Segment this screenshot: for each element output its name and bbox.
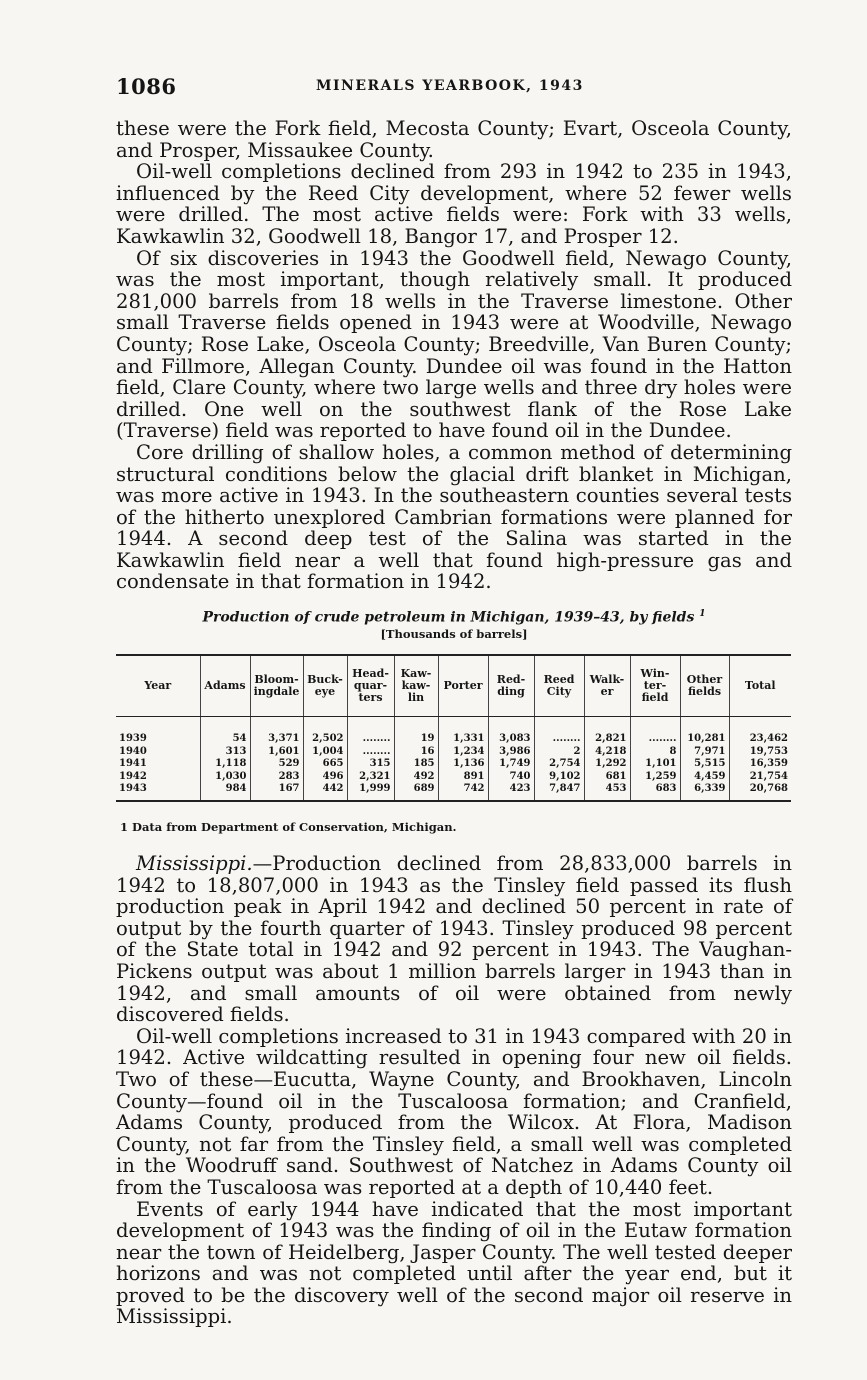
- table-cell: ........: [630, 717, 680, 746]
- table-row: [116, 771, 791, 784]
- table-cell: 19,753: [729, 746, 791, 759]
- column-header: Walk-er: [584, 655, 630, 717]
- paragraph: Oil-well completions increased to 31 in 1943 compared with 20 in 1942. Active wildcatting resulted in opening four new oil fields. Two of these—Eucutta, Wayne County, and Brookhaven, Lincoln County—found oil in the Tuscaloosa formation; and Cranfield, Adams County, produced from the Wilcox. At Flora, Madison County, not far from the Tinsley field, a small well was completed in the Woodruff sand. Southwest of Natchez in Adams County oil from the Tuscaloosa was reported at a depth of 10,440 feet.: [116, 1024, 792, 1199]
- year-cell: 1941: [119, 758, 147, 769]
- paragraph: Oil-well completions declined from 293 in 1942 to 235 in 1943, influenced by the Reed City development, where 52 fewer wells were drilled. The most active fields were: Fork with 33 wells, Kawkawlin 32, Goodwell 18, Bangor 17, and Prosper 12.: [116, 160, 792, 248]
- table-row: [116, 783, 791, 801]
- table-cell: 313: [200, 746, 250, 759]
- table-cell: 1,999: [347, 783, 394, 801]
- year-cell: 1939: [119, 733, 147, 744]
- table-cell: 1,749: [488, 758, 534, 771]
- column-header: Buck-eye: [303, 655, 347, 717]
- table-cell: 742: [438, 783, 488, 801]
- table-cell: 10,281: [680, 717, 729, 746]
- table-cell: 423: [488, 783, 534, 801]
- table-cell: 665: [303, 758, 347, 771]
- table-caption: [116, 609, 792, 626]
- column-header: Year: [116, 655, 200, 717]
- table-cell: 9,102: [534, 771, 584, 784]
- body-text-bottom: [116, 853, 792, 1328]
- table-cell: 2,821: [584, 717, 630, 746]
- table-cell: 19: [394, 717, 438, 746]
- paragraph-text: —Production declined from 28,833,000 barrels in 1942 to 18,807,000 in 1943 as the Tinsley field passed its flush production peak in April 1942 and declined 50 percent in rate of output by the fourth quarter of 1943. Tinsley produced 98 percent of the State total in 1942 and 92 percent in 1943. The Vaughan-Pickens output was about 1 million barrels larger in 1943 than in 1942, and small amounts of oil were obtained from newly discovered fields.: [116, 852, 792, 1027]
- caption-footnote-mark: 1: [699, 609, 706, 619]
- table-cell: 7,847: [534, 783, 584, 801]
- paragraph: Of six discoveries in 1943 the Goodwell field, Newago County, was the most important, though relatively small. It produced 281,000 barrels from 18 wells in the Traverse limestone. Other small Traverse fields opened in 1943 were at Woodville, Newago County; Rose Lake, Osceola County; Breedville, Van Buren County; and Fillmore, Allegan County. Dundee oil was found in the Hatton field, Clare County, where two large wells and three dry holes were drilled. One well on the southwest flank of the Rose Lake (Traverse) field was reported to have found oil in the Dundee.: [116, 246, 792, 443]
- table-cell: 1,234: [438, 746, 488, 759]
- table-cell: 3,083: [488, 717, 534, 746]
- table-cell: 185: [394, 758, 438, 771]
- table-cell: 1,601: [250, 746, 303, 759]
- column-header: Bloom-ingdale: [250, 655, 303, 717]
- table-cell: 496: [303, 771, 347, 784]
- table-row: [116, 758, 791, 771]
- table-cell: 984: [200, 783, 250, 801]
- table-cell: 21,754: [729, 771, 791, 784]
- table-cell: 740: [488, 771, 534, 784]
- table-cell: 4,459: [680, 771, 729, 784]
- table-cell: 442: [303, 783, 347, 801]
- table-cell: 3,371: [250, 717, 303, 746]
- table-cell: 689: [394, 783, 438, 801]
- table-cell: 16: [394, 746, 438, 759]
- year-cell: 1940: [119, 745, 147, 757]
- table-cell: 1,136: [438, 758, 488, 771]
- table-cell: 1,331: [438, 717, 488, 746]
- table-cell: 891: [438, 771, 488, 784]
- table-cell: 283: [250, 771, 303, 784]
- table-cell: ........: [347, 746, 394, 759]
- page-header: [116, 74, 796, 104]
- year-cell: 1942: [119, 770, 147, 782]
- table-cell: 167: [250, 783, 303, 801]
- table-cell: 2,754: [534, 758, 584, 771]
- column-header: Porter: [438, 655, 488, 717]
- table-cell: 7,971: [680, 746, 729, 759]
- section-heading-mississippi: Mississippi.: [136, 852, 253, 875]
- body-text-top: [116, 118, 792, 593]
- running-title: MINERALS YEARBOOK, 1943: [316, 78, 584, 94]
- table-subcaption: [Thousands of barrels]: [380, 627, 528, 641]
- paragraph: Core drilling of shallow holes, a common method of determining structural conditions below the glacial drift blanket in Michigan, was more active in 1943. In the southeastern counties several tests of the hitherto unexplored Cambrian formations were planned for 1944. A second deep test of the Salina was started in the Kawkawlin field near a well that found high-pressure gas and condensate in that formation in 1942.: [116, 440, 792, 594]
- table-cell: 1,004: [303, 746, 347, 759]
- column-header: Red-ding: [488, 655, 534, 717]
- column-header: Reed City: [534, 655, 584, 717]
- column-header: Total: [729, 655, 791, 717]
- table-cell: 1,259: [630, 771, 680, 784]
- table-cell: 16,359: [729, 758, 791, 771]
- paragraph: these were the Fork field, Mecosta County; Evart, Osceola County, and Prosper, Missaukee County.: [116, 117, 792, 162]
- production-table: [116, 654, 791, 802]
- table-cell: 529: [250, 758, 303, 771]
- table-row: [116, 746, 791, 759]
- table-cell: 683: [630, 783, 680, 801]
- table-row: [116, 717, 791, 746]
- table-cell: 5,515: [680, 758, 729, 771]
- table-cell: 8: [630, 746, 680, 759]
- table-caption-text: Production of crude petroleum in Michigan, 1939–43, by fields: [202, 609, 695, 626]
- table-cell: ........: [534, 717, 584, 746]
- column-header: Kaw-kaw-lin: [394, 655, 438, 717]
- table-cell: 20,768: [729, 783, 791, 801]
- table-cell: 2: [534, 746, 584, 759]
- table-cell: 3,986: [488, 746, 534, 759]
- table-cell: 2,321: [347, 771, 394, 784]
- column-header: Other fields: [680, 655, 729, 717]
- page-number: 1086: [116, 74, 177, 99]
- table-cell: 1,101: [630, 758, 680, 771]
- table-body: [116, 717, 791, 801]
- table-footnote: 1 Data from Department of Conservation, Michigan.: [120, 820, 457, 834]
- table-header-row: [116, 655, 791, 717]
- table-cell: 4,218: [584, 746, 630, 759]
- table-cell: 54: [200, 717, 250, 746]
- table-cell: 681: [584, 771, 630, 784]
- table-cell: 1,030: [200, 771, 250, 784]
- table-cell: 315: [347, 758, 394, 771]
- year-cell: 1943: [116, 783, 200, 801]
- table-cell: 453: [584, 783, 630, 801]
- table-cell: 2,502: [303, 717, 347, 746]
- table-cell: 23,462: [729, 717, 791, 746]
- column-header: Win-ter-field: [630, 655, 680, 717]
- table-cell: ........: [347, 717, 394, 746]
- paragraph-mississippi: [116, 853, 792, 1026]
- column-header: Head-quar-ters: [347, 655, 394, 717]
- table-cell: 6,339: [680, 783, 729, 801]
- table-cell: 1,118: [200, 758, 250, 771]
- table-cell: 1,292: [584, 758, 630, 771]
- table-cell: 492: [394, 771, 438, 784]
- column-header: Adams: [200, 655, 250, 717]
- paragraph: Events of early 1944 have indicated that the most important development of 1943 was the finding of oil in the Eutaw formation near the town of Heidelberg, Jasper County. The well tested deeper horizons and was not completed until after the year end, but it proved to be the discovery well of the second major oil reserve in Mississippi.: [116, 1197, 792, 1329]
